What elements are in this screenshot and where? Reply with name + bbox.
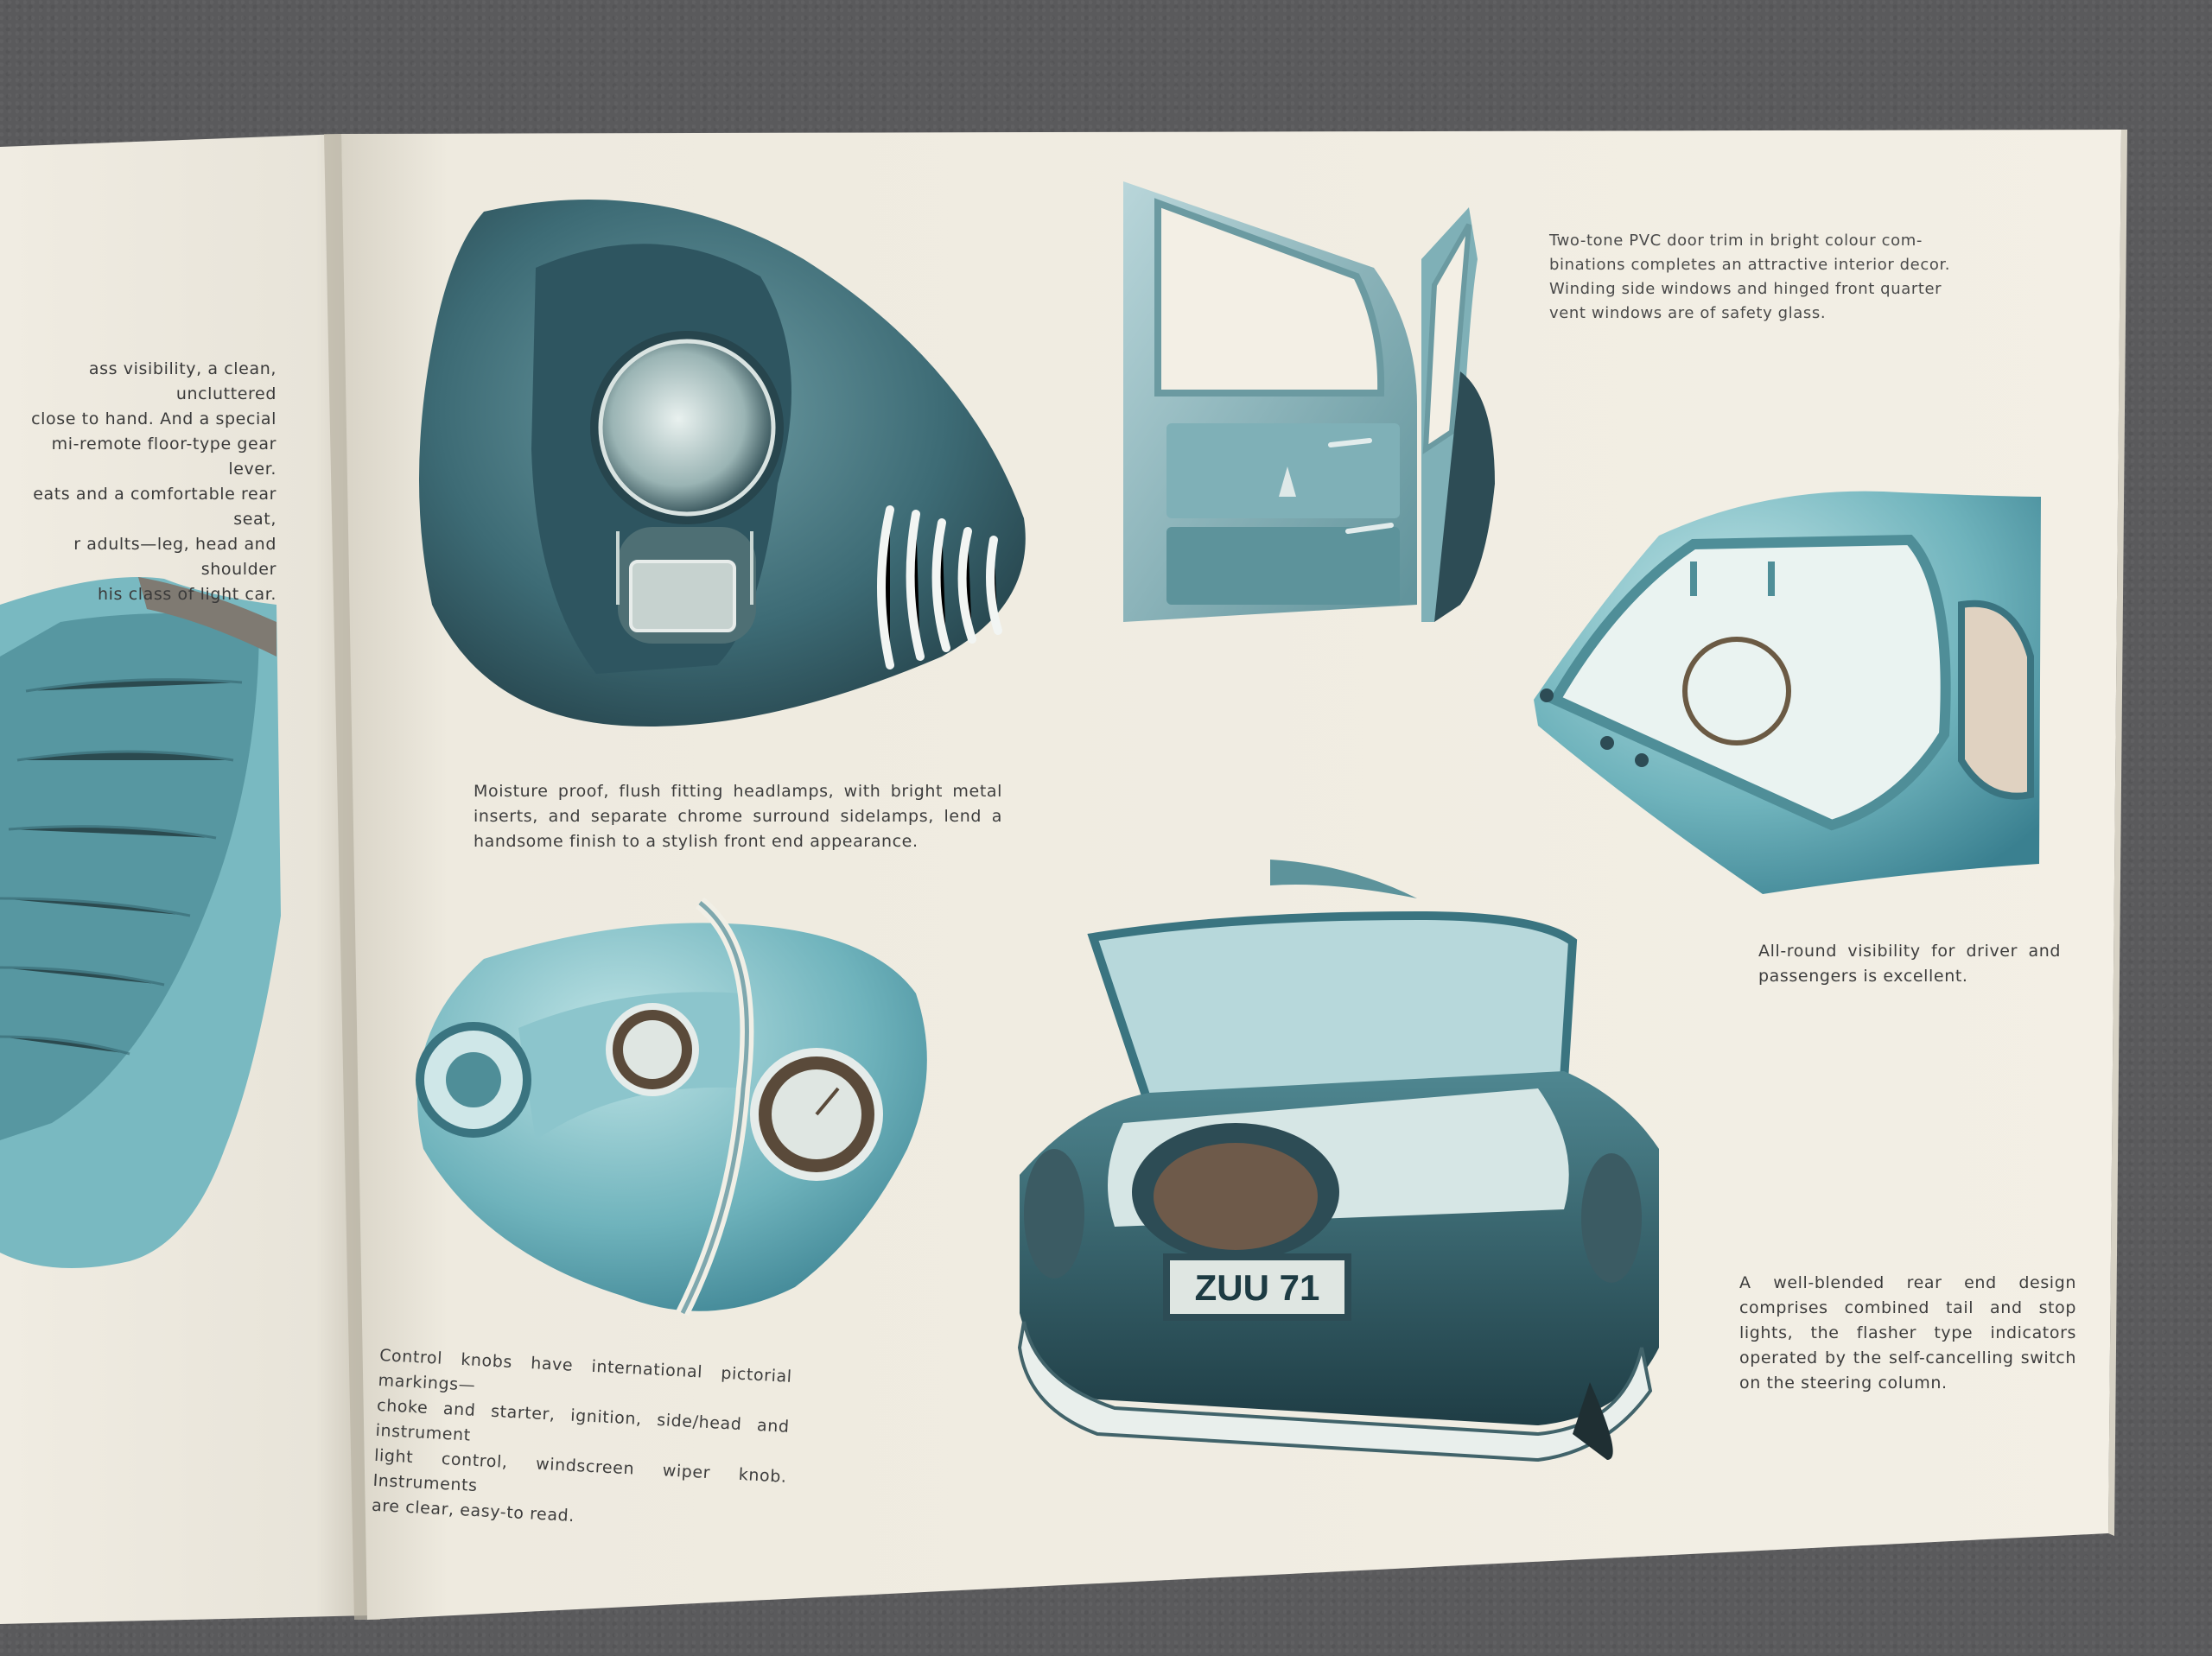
door-illustration [1123, 181, 1495, 622]
caption-controls: Control knobs have international pictorial markings— choke and starter, ignition, side/head and instrument light control, windscreen wiper knob. Instruments are clear, easy-to read. [371, 1345, 793, 1526]
rear-end-illustration [1020, 860, 1659, 1460]
caption-visibility: All-round visibility for driver and passengers is excellent. [1758, 942, 2061, 986]
caption-rear-end: A well-blended rear end design comprises combined tail and stop lights, the flasher type indicators operated by the self-cancelling switch on the steering column. [1739, 1273, 2076, 1393]
caption-door-trim: Two-tone PVC door trim in bright colour com- binations completes an attractive interior decor. Winding side windows and hinged front quarter vent windows are of safety glass. [1549, 232, 1951, 322]
license-plate: ZUU 71 [1194, 1267, 1320, 1308]
caption-left-page: ass visibility, a clean, uncluttered close to hand. And a special mi-remote floor-type gear lever. eats and a comfortable rear seat, r adults—leg, head and shoulder his class of light car. [31, 359, 276, 604]
caption-headlamp: Moisture proof, flush fitting headlamps, with bright metal inserts, and separate chrome surround sidelamps, lend a handsome finish to a stylish front end appearance. [474, 782, 1002, 851]
